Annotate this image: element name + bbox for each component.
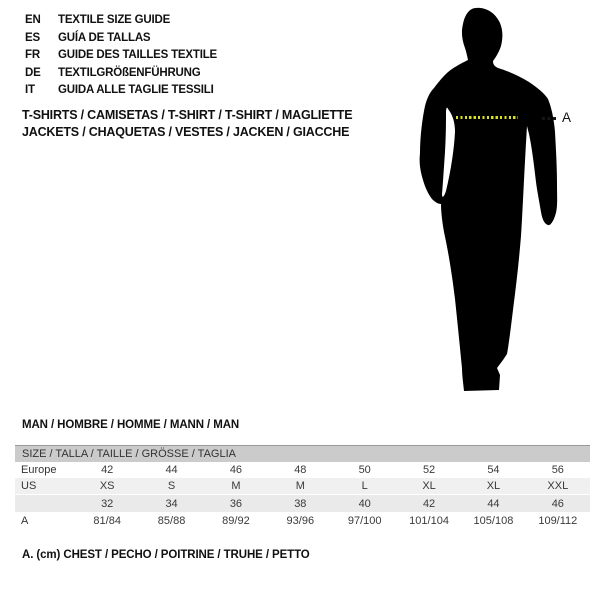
lang-title: TEXTILE SIZE GUIDE [58, 14, 171, 26]
legend-row-de [25, 65, 217, 83]
lang-title: GUIDE DES TAILLES TEXTILE [58, 49, 217, 62]
lang-title: TEXTILGRÖßENFÜHRUNG [58, 66, 201, 79]
size-cell: 44 [165, 464, 178, 476]
size-cell: 109/112 [538, 514, 578, 527]
size-cell: 40 [333, 495, 397, 513]
man-silhouette-figure [405, 2, 575, 397]
size-cell: 97/100 [347, 514, 382, 527]
row-label: US [15, 478, 75, 495]
size-table [15, 445, 590, 529]
table-row-europe [15, 462, 590, 478]
lang-title: GUIDA ALLE TAGLIE TESSILI [58, 84, 214, 97]
size-cell: XS [75, 478, 139, 495]
table-row-us [15, 478, 590, 495]
size-cell: 105/108 [473, 514, 514, 527]
size-cell: L [333, 478, 397, 495]
size-cell: 81/84 [93, 514, 121, 527]
measurement-footnote: A. (cm) CHEST / PECHO / POITRINE / TRUHE / PETTO [22, 549, 310, 561]
row-label: A [21, 514, 29, 527]
lang-title: GUÍA DE TALLAS [58, 31, 151, 44]
size-cell: 36 [204, 495, 268, 513]
legend-row-it [25, 82, 217, 100]
size-cell: 32 [75, 495, 139, 513]
measure-leader-dashes [542, 117, 559, 120]
size-cell: XL [461, 478, 525, 495]
size-cell: 56 [551, 464, 564, 476]
category-line-jackets: JACKETS / CHAQUETAS / VESTES / JACKEN / GIACCHE [22, 125, 350, 140]
size-cell: M [204, 478, 268, 495]
lang-code: EN [25, 14, 41, 26]
size-cell: 46 [526, 495, 590, 513]
man-silhouette-icon [405, 2, 575, 397]
row-label [15, 495, 75, 513]
size-cell: 46 [229, 464, 243, 476]
size-cell: 54 [487, 464, 500, 476]
size-cell: 38 [268, 495, 332, 513]
size-table-header: SIZE / TALLA / TAILLE / GRÖSSE / TAGLIA [15, 446, 590, 463]
lang-code: IT [25, 84, 35, 97]
lang-code: DE [25, 66, 41, 79]
size-cell: 44 [461, 495, 525, 513]
size-cell: 42 [101, 464, 114, 476]
legend-row-en [25, 12, 217, 30]
size-cell: XL [397, 478, 461, 495]
size-cell: 93/96 [286, 514, 315, 527]
size-table-header-row [15, 446, 590, 463]
size-cell: 42 [397, 495, 461, 513]
size-cell: M [268, 478, 332, 495]
lang-code: FR [25, 49, 40, 62]
table-row-numeric [15, 495, 590, 513]
size-cell: 85/88 [157, 514, 186, 527]
chest-measure-dashes [456, 116, 518, 119]
row-label: Europe [21, 464, 57, 476]
size-cell: 89/92 [222, 514, 250, 527]
size-cell: S [139, 478, 203, 495]
size-cell: 34 [139, 495, 203, 513]
legend-row-fr [25, 47, 217, 65]
section-title-man: MAN / HOMBRE / HOMME / MANN / MAN [22, 419, 240, 431]
lang-code: ES [25, 31, 40, 44]
size-cell: 101/104 [409, 514, 449, 527]
category-line-tshirts: T-SHIRTS / CAMISETAS / T-SHIRT / T-SHIRT / MAGLIETTE [22, 108, 353, 122]
measure-label-a: A [562, 110, 572, 125]
language-legend [25, 12, 217, 100]
size-cell: 50 [358, 464, 371, 476]
size-cell: 48 [294, 464, 307, 476]
legend-row-es [25, 30, 217, 48]
table-row-chest-cm [15, 512, 590, 529]
size-cell: 52 [422, 464, 436, 476]
size-cell: XXL [526, 478, 590, 495]
category-heading [22, 107, 352, 142]
